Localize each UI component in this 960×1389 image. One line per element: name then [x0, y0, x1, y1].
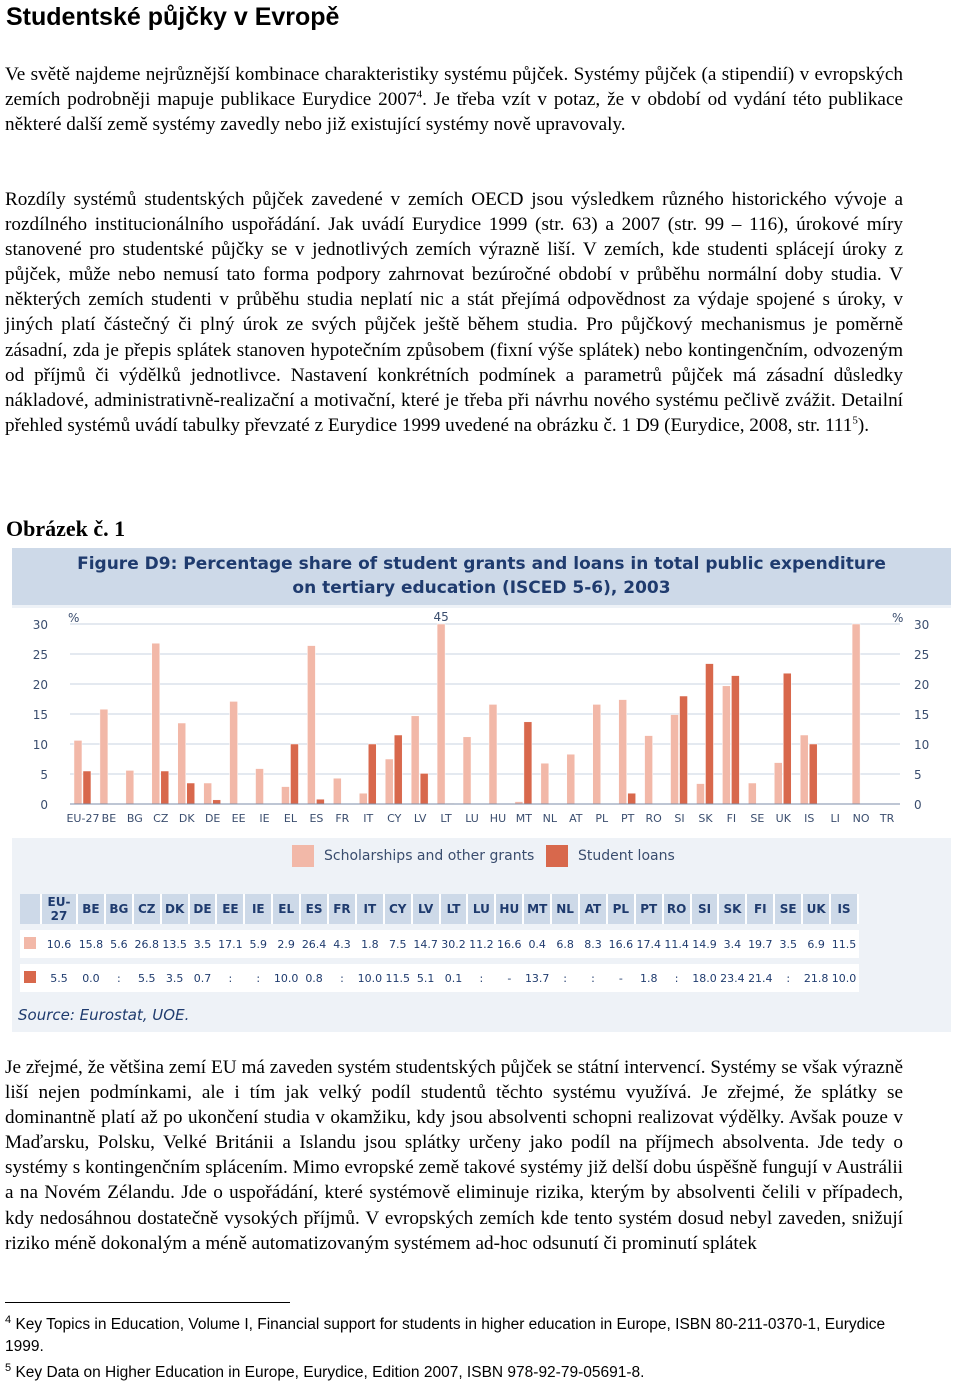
table-cell: 10.6: [41, 930, 77, 958]
bar-grants-lu: [463, 737, 471, 804]
y-unit-right: %: [892, 611, 904, 625]
bar-grants-ie: [256, 769, 264, 804]
bar-loans-cy: [394, 735, 402, 804]
table-header-cell: IT: [356, 894, 384, 924]
bar-loans-it: [368, 744, 376, 804]
bar-grants-nl: [541, 763, 549, 804]
table-cell: 13.7: [523, 964, 551, 992]
table-cell: 6.8: [551, 930, 579, 958]
y-tick-label-right: 20: [914, 678, 930, 692]
table-header-cell: SI: [691, 894, 719, 924]
table-cell: 3.5: [774, 930, 802, 958]
table-cell: 1.8: [356, 930, 384, 958]
bar-grants-at: [567, 754, 575, 804]
table-cell: 8.3: [579, 930, 607, 958]
y-tick-label-left: 30: [32, 618, 48, 632]
legend-grants: Scholarships and other grants: [292, 845, 534, 867]
table-header-cell: SE: [774, 894, 802, 924]
table-cell: 13.5: [161, 930, 189, 958]
bar-grants-eu-27: [74, 740, 82, 804]
paragraph-conclusion: Je zřejmé, že většina zemí EU má zaveden systém studentských půjček se státní intervencí. Systémy se však výrazně liší nejen podmínkami, ale i tím jak velký podíl studentů těchto systému využívá. Je zřejmé, že splátky se dominantně platí až po ukončení studia v okamžiku, kdy jsou absolventi schopni realizovat výdělky. Avšak pouze v Maďarsku, Polsku, Velké Británii a Islandu jsou splátky určeny jako podíl na příjmech absolventa. Jde tedy o systémy s kontingenčním splácením. Mimo evropské země takové systémy již delší dobu úspěšně fungují v Austrálii a na Novém Zélandu. Jde o uspořádání, které systémově eliminuje rizika, kterým by absolventi čelili v případech, kdy nedosáhnou dostatečně vysokých příjmů. V evropských zemích kde tento systém dosud nebyl zaveden, snižují riziko méně dokonalým a méně automatizovaným systémem ad-hoc odsunutí či prominutí splátek: [5, 1057, 903, 1254]
table-header-cell: DE: [189, 894, 217, 924]
bar-loans-pt: [628, 793, 636, 804]
table-header-cell: CY: [384, 894, 412, 924]
grants-swatch-icon: [24, 937, 36, 949]
table-header-cell: AT: [579, 894, 607, 924]
y-tick-label-left: 10: [32, 738, 48, 752]
x-tick-label: ES: [309, 812, 324, 825]
legend-swatch-grants: [292, 845, 314, 867]
table-cell: 11.5: [384, 964, 412, 992]
table-header-cell: RO: [663, 894, 691, 924]
bar-grants-be: [100, 709, 108, 804]
x-tick-label: PL: [595, 812, 609, 825]
x-tick-label: EU-27: [66, 812, 100, 825]
x-tick-label: FR: [335, 812, 350, 825]
table-cell: :: [467, 964, 495, 992]
x-tick-label: RO: [645, 812, 662, 825]
table-cell: 17.1: [216, 930, 244, 958]
table-header-cell: EL: [272, 894, 300, 924]
bar-grants-pl: [593, 704, 601, 804]
x-tick-label: BG: [126, 812, 143, 825]
figure-title: Figure D9: Percentage share of student grants and loans in total public expenditure on tertiary education (ISCED 5-6), 2003: [12, 548, 951, 605]
bar-loans-lv: [420, 773, 428, 804]
table-cell: 0.0: [77, 964, 105, 992]
x-tick-label: DE: [204, 812, 221, 825]
table-cell: 5.5: [41, 964, 77, 992]
paragraph-differences: Rozdíly systémů studentských půjček zavedené v zemích OECD jsou výsledkem různého historického vývoje a rozdílného institucionálního uspořádání. Jak uvádí Eurydice 1999 (str. 63) a 2007 (str. 99 – 116), úrokové míry stanovené pro studentské půjčky se v jednotlivých zemích výrazně liší. V zemích, kde studenti splácejí úroky z půjček, může nebo nemusí tato forma podpory zahrnovat bezúročné období v průběhu normální doby studia. V některých zemích studenti v průběhu studia neplatí nic a stát přejímá odpovědnost za výdaje spojené s úroky, v jiných platí částečný či plný úrok ze svých půjček ještě během studia. Pro půjčkový mechanismus je poměrně zásadní, zda je přepis splátek stanoven hypotečním způsobem (fixní výše splátek) nebo kontingenčním, odvozeným od příjmů či výdělků jednotlivce. Nastavení konkrétních podmínek a parametrů půjček má zásadní důsledky nákladové, administrativně-realizační a motivační, které je třeba při návrhu nového systému pečlivě zvážit. Detailní přehled systémů uvádí tabulky převzaté z Eurydice 1999 uvedené na obrázku č. 1 D9 (Eurydice, 2008, str. $111^5$).: [5, 189, 903, 436]
table-key-grants: [20, 930, 41, 958]
bar-grants-el: [281, 787, 289, 804]
table-cell: 21.8: [802, 964, 830, 992]
x-tick-label: NL: [542, 812, 558, 825]
table-header-cell: ES: [300, 894, 328, 924]
x-tick-label: IS: [804, 812, 815, 825]
table-header-cell: MT: [523, 894, 551, 924]
footnote-4: $^4$ Key Topics in Education, Volume I, Financial support for students in higher education in Europe, ISBN 80-211-0370-1, Eurydice 1999.: [5, 1313, 886, 1355]
x-tick-label: MT: [515, 812, 533, 825]
bar-loans-el: [290, 744, 298, 804]
table-cell: 11.2: [467, 930, 495, 958]
y-unit-left: %: [68, 611, 80, 625]
table-cell: :: [774, 964, 802, 992]
table-cell: 3.5: [161, 964, 189, 992]
bar-grants-no: [852, 624, 860, 804]
bar-loans-uk: [783, 673, 791, 804]
bar-grants-hu: [489, 704, 497, 804]
footnote-ref-5[interactable]: 5: [852, 414, 858, 427]
x-tick-label: DK: [178, 812, 195, 825]
x-tick-label: PT: [620, 812, 635, 825]
figure-label: Obrázek č. 1: [6, 516, 126, 541]
y-tick-label-right: 0: [914, 798, 922, 812]
table-cell: :: [579, 964, 607, 992]
table-cell: 4.3: [328, 930, 356, 958]
x-tick-label: CZ: [153, 812, 169, 825]
table-cell: 21.4: [746, 964, 774, 992]
x-tick-label: SI: [674, 812, 685, 825]
table-cell: 16.6: [495, 930, 523, 958]
bar-loans-es: [316, 799, 324, 804]
table-corner: [20, 894, 41, 924]
y-tick-label-left: 20: [32, 678, 48, 692]
table-cell: :: [663, 964, 691, 992]
y-tick-label-right: 25: [914, 648, 930, 662]
table-header-cell: SK: [718, 894, 746, 924]
table-key-loans: [20, 964, 41, 992]
table-cell: 18.0: [691, 964, 719, 992]
x-tick-label: SK: [698, 812, 713, 825]
table-cell: 16.6: [607, 930, 635, 958]
x-tick-label: HU: [489, 812, 507, 825]
footnote-divider: [5, 1302, 290, 1303]
bar-grants-es: [307, 646, 315, 804]
table-header-cell: LU: [467, 894, 495, 924]
bar-grants-de: [204, 783, 212, 804]
bar-grants-se: [748, 783, 756, 804]
bar-loans-eu-27: [83, 771, 91, 804]
table-cell: 10.0: [272, 964, 300, 992]
table-cell: 15.8: [77, 930, 105, 958]
bar-grants-dk: [178, 723, 186, 804]
table-cell: 0.7: [189, 964, 217, 992]
table-cell: 2.9: [272, 930, 300, 958]
table-cell: 14.7: [412, 930, 440, 958]
table-header-cell: FI: [746, 894, 774, 924]
legend-loans: Student loans: [546, 845, 675, 867]
table-cell: 0.8: [300, 964, 328, 992]
bar-loans-is: [809, 744, 817, 804]
y-tick-label-left: 5: [40, 768, 48, 782]
x-tick-label: TR: [879, 812, 895, 825]
bar-grants-fr: [333, 778, 341, 804]
footnote-5: $^5$ Key Data on Higher Education in Europe, Eurydice, Edition 2007, ISBN 978-92-79-05691-8.: [5, 1361, 645, 1381]
x-tick-label: IT: [363, 812, 374, 825]
table-cell: :: [328, 964, 356, 992]
bar-loans-fi: [731, 676, 739, 804]
y-tick-label-left: 0: [40, 798, 48, 812]
x-tick-label: CY: [387, 812, 402, 825]
table-cell: 1.8: [635, 964, 663, 992]
table-cell: 19.7: [746, 930, 774, 958]
bar-grants-it: [359, 793, 367, 804]
x-tick-label: AT: [569, 812, 583, 825]
y-tick-label-right: 10: [914, 738, 930, 752]
bar-loans-dk: [187, 783, 195, 804]
table-header-cell: CZ: [133, 894, 161, 924]
table-row-loans: [20, 964, 858, 992]
table-header-cell: DK: [161, 894, 189, 924]
table-header-cell: UK: [802, 894, 830, 924]
table-cell: 14.9: [691, 930, 719, 958]
bar-loans-cz: [161, 771, 169, 804]
table-cell: :: [105, 964, 133, 992]
x-tick-label: LI: [830, 812, 840, 825]
bar-grants-cz: [152, 643, 160, 804]
x-tick-label: SE: [750, 812, 765, 825]
y-tick-label-right: 5: [914, 768, 922, 782]
table-cell: 26.4: [300, 930, 328, 958]
table-cell: 3.4: [718, 930, 746, 958]
table-header-cell: LV: [412, 894, 440, 924]
table-header-row: [20, 894, 858, 924]
table-cell: 23.4: [718, 964, 746, 992]
y-tick-label-left: 15: [32, 708, 48, 722]
bar-grants-si: [671, 715, 679, 804]
x-tick-label: UK: [775, 812, 791, 825]
table-cell: 17.4: [635, 930, 663, 958]
y-tick-label-right: 30: [914, 618, 930, 632]
bar-grants-ro: [645, 736, 653, 804]
x-tick-label: IE: [259, 812, 270, 825]
table-cell: 5.9: [244, 930, 272, 958]
table-cell: 11.5: [830, 930, 858, 958]
bar-grants-ee: [230, 701, 238, 804]
figure-source: Source: Eurostat, UOE.: [18, 1006, 190, 1024]
x-tick-label: LU: [465, 812, 479, 825]
table-cell: 26.8: [133, 930, 161, 958]
table-header-cell: IE: [244, 894, 272, 924]
bar-grants-fi: [722, 686, 730, 804]
table-cell: 5.6: [105, 930, 133, 958]
table-header-cell: FR: [328, 894, 356, 924]
table-cell: 30.2: [440, 930, 468, 958]
bar-loans-de: [213, 800, 221, 804]
bar-grants-cy: [385, 759, 393, 804]
table-header-cell: NL: [551, 894, 579, 924]
outlier-label: 45: [433, 610, 449, 624]
table-cell: 6.9: [802, 930, 830, 958]
footnote-ref-4[interactable]: 4: [416, 88, 423, 101]
table-row-grants: [20, 930, 858, 958]
figure-d9: [12, 548, 951, 1032]
y-tick-label-right: 15: [914, 708, 930, 722]
x-tick-label: LV: [413, 812, 427, 825]
table-cell: 0.1: [440, 964, 468, 992]
table-header-cell: PL: [607, 894, 635, 924]
table-cell: 11.4: [663, 930, 691, 958]
table-cell: 5.1: [412, 964, 440, 992]
bar-grants-lt: [437, 624, 445, 804]
table-header-cell: EU-27: [41, 894, 77, 924]
table-cell: 5.5: [133, 964, 161, 992]
bar-grants-sk: [696, 784, 704, 804]
table-cell: -: [607, 964, 635, 992]
bar-grants-bg: [126, 770, 134, 804]
bar-grants-is: [800, 735, 808, 804]
table-cell: -: [495, 964, 523, 992]
paragraph-intro: Ve světě najdeme nejrůznější kombinace charakteristiky systému půjček. Systémy půjček (a stipendií) v evropských zemích podrobněji mapuje publikace Eurydice 2007$^4$. Je třeba vzít v potaz, že v období od vydání této publikace některé další země systémy zavedly nebo již existující systémy nově upravovaly.: [5, 64, 903, 136]
table-cell: 3.5: [189, 930, 217, 958]
table-cell: :: [551, 964, 579, 992]
bar-grants-pt: [619, 700, 627, 804]
table-header-cell: BG: [105, 894, 133, 924]
table-header-cell: LT: [440, 894, 468, 924]
bar-loans-sk: [705, 664, 713, 804]
data-table: [20, 894, 859, 992]
table-header-cell: PT: [635, 894, 663, 924]
table-header-cell: HU: [495, 894, 523, 924]
page-title: Studentské půjčky v Evropě: [6, 3, 340, 31]
table-cell: 10.0: [830, 964, 858, 992]
y-tick-label-left: 25: [32, 648, 48, 662]
table-header-cell: IS: [830, 894, 858, 924]
table-cell: 0.4: [523, 930, 551, 958]
loans-swatch-icon: [24, 971, 36, 983]
table-cell: :: [216, 964, 244, 992]
table-header-cell: BE: [77, 894, 105, 924]
bar-chart: [12, 608, 951, 838]
table-header-cell: EE: [216, 894, 244, 924]
table-cell: 10.0: [356, 964, 384, 992]
table-cell: :: [244, 964, 272, 992]
x-tick-label: EE: [231, 812, 246, 825]
x-tick-label: EL: [283, 812, 298, 825]
bar-loans-si: [680, 696, 688, 804]
legend-swatch-loans: [546, 845, 568, 867]
x-tick-label: NO: [852, 812, 870, 825]
x-tick-label: FI: [726, 812, 737, 825]
x-tick-label: BE: [101, 812, 117, 825]
bar-grants-uk: [774, 763, 782, 804]
x-tick-label: LT: [440, 812, 452, 825]
table-cell: 7.5: [384, 930, 412, 958]
bar-grants-lv: [411, 716, 419, 804]
bar-loans-mt: [524, 722, 532, 804]
